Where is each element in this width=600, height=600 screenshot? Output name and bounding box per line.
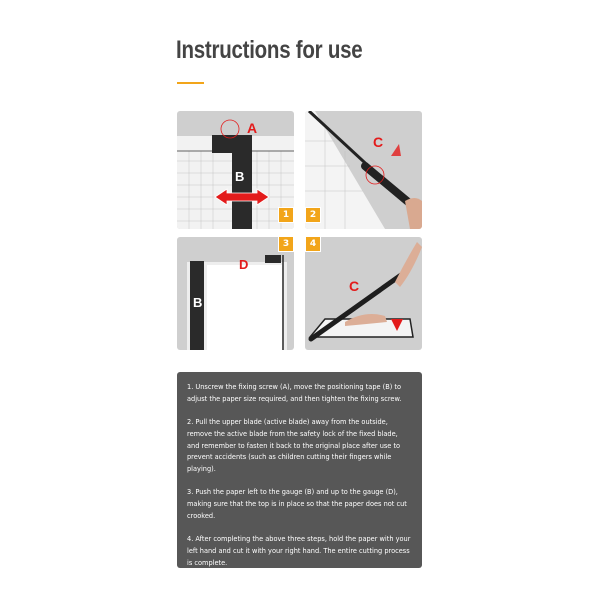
label-b: B <box>235 169 245 184</box>
step-badge-2: 2 <box>305 207 321 223</box>
label-b: B <box>193 295 203 310</box>
step-badge-3: 3 <box>278 236 294 252</box>
instruction-step-3: 3. Push the paper left to the gauge (B) and up to the gauge (D), making sure that the top is in place so that the paper does not cut crooked. <box>187 488 407 520</box>
step-2-image <box>305 111 422 229</box>
title-underline <box>177 82 204 84</box>
instruction-step-4: 4. After completing the above three steps, hold the paper with your left hand and cut it with your right hand. The entire cutting process is complete. <box>187 535 411 567</box>
step-1-image <box>177 111 294 229</box>
step-badge-4: 4 <box>305 236 321 252</box>
page-title: Instructions for use <box>176 36 363 64</box>
instruction-step-1: 1. Unscrew the fixing screw (A), move the positioning tape (B) to adjust the paper size required, and then tighten the fixing screw. <box>187 383 402 403</box>
instructions-box <box>177 372 422 568</box>
label-c: C <box>373 134 384 150</box>
label-d: D <box>239 257 249 272</box>
instruction-step-2: 2. Pull the upper blade (active blade) away from the outside, remove the active blade from the safety lock of the fixed blade, and remember to fasten it back to the original place after use to prevent accidents (such as children cutting their fingers while playing). <box>187 418 401 473</box>
step-4-image <box>305 237 422 350</box>
label-a: A <box>247 120 258 136</box>
step-3-image <box>177 237 294 350</box>
label-c: C <box>349 278 360 294</box>
step-badge-1: 1 <box>278 207 294 223</box>
